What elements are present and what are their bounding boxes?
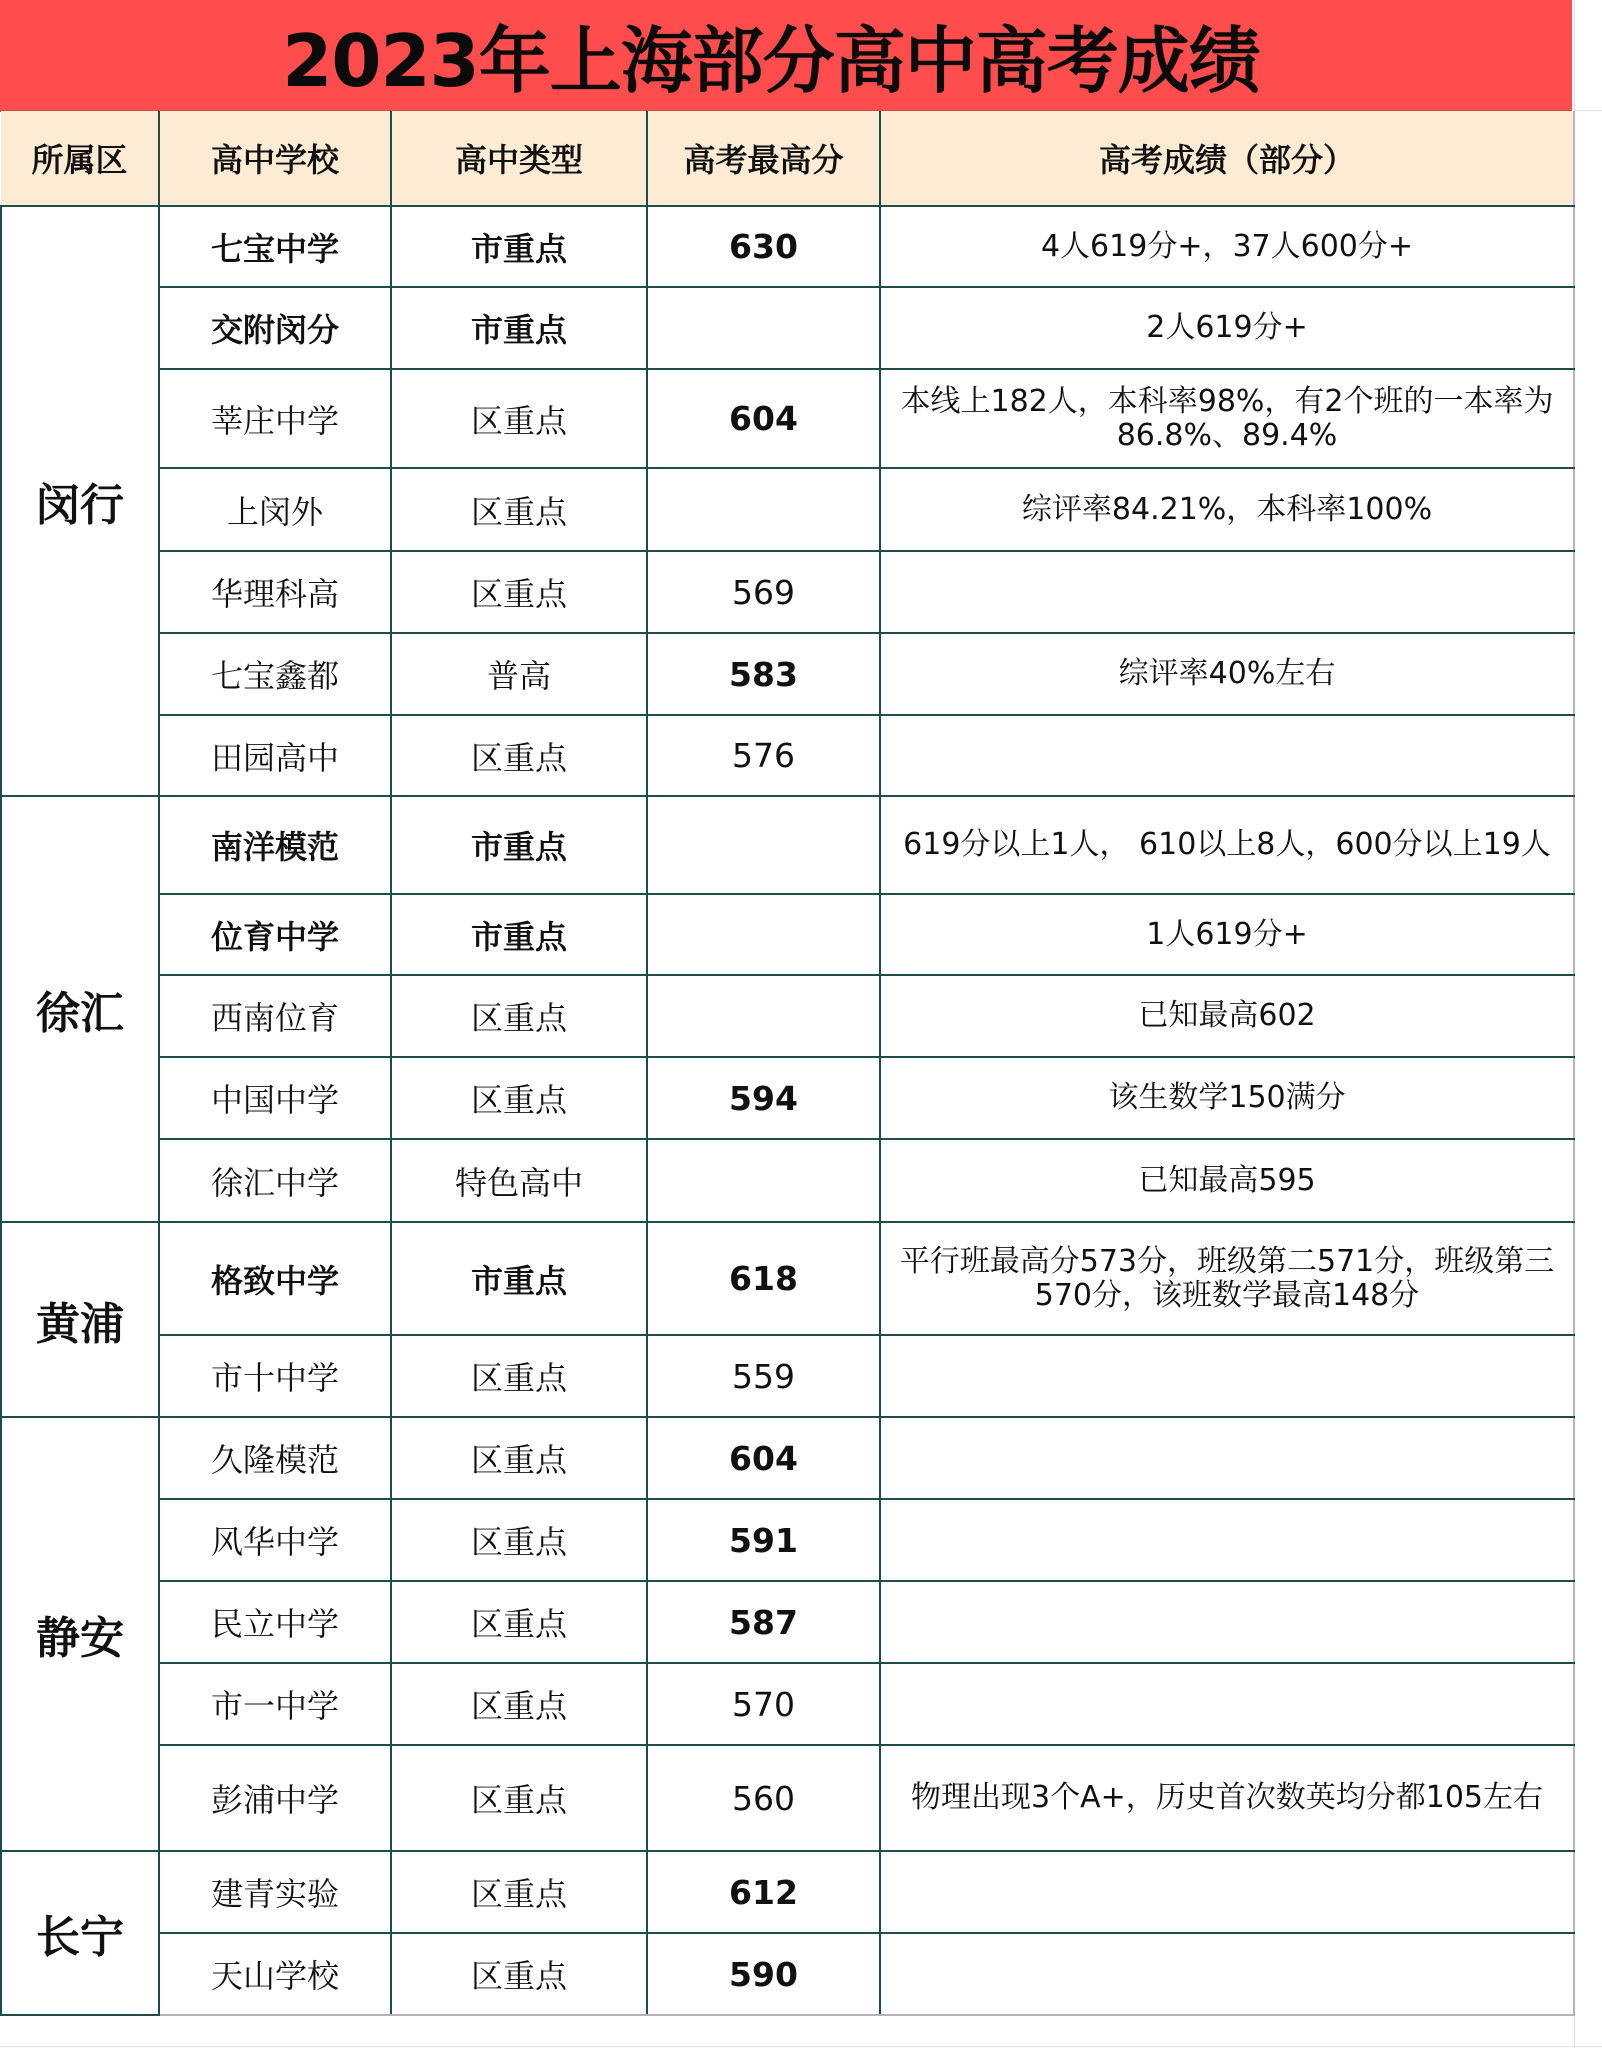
- school-cell: 市一中学: [159, 1663, 391, 1745]
- table-row: [1, 551, 1574, 633]
- results-note-cell: [880, 715, 1574, 796]
- table-row: [1, 1851, 1574, 1933]
- max-score-cell: 576: [647, 715, 880, 796]
- school-cell: 田园高中: [159, 715, 391, 796]
- school-cell: 位育中学: [159, 894, 391, 975]
- max-score-cell: 559: [647, 1335, 880, 1417]
- school-cell: 七宝鑫都: [159, 633, 391, 715]
- district-cell: 黄浦: [1, 1222, 159, 1417]
- results-note-cell: 综评率40%左右: [880, 633, 1574, 715]
- header-school: 高中学校: [159, 111, 391, 206]
- school-cell: 上闵外: [159, 468, 391, 551]
- max-score-cell: 587: [647, 1581, 880, 1663]
- margin-gridline: [1574, 110, 1602, 111]
- max-score-cell: 630: [647, 206, 880, 287]
- max-score-cell: 569: [647, 551, 880, 633]
- school-cell: 徐汇中学: [159, 1139, 391, 1222]
- type-cell: 区重点: [391, 1499, 647, 1581]
- table-row: [1, 633, 1574, 715]
- type-cell: 区重点: [391, 975, 647, 1057]
- type-cell: 普高: [391, 633, 647, 715]
- type-cell: 市重点: [391, 287, 647, 369]
- table-row: [1, 206, 1574, 287]
- results-note-cell: [880, 551, 1574, 633]
- max-score-cell: 560: [647, 1745, 880, 1851]
- table-row: [1, 1663, 1574, 1745]
- type-cell: 区重点: [391, 1581, 647, 1663]
- type-cell: 区重点: [391, 468, 647, 551]
- scores-table: [0, 111, 1575, 2016]
- type-cell: 市重点: [391, 796, 647, 894]
- max-score-cell: 583: [647, 633, 880, 715]
- type-cell: 区重点: [391, 1335, 647, 1417]
- results-note-cell: [880, 1851, 1574, 1933]
- table-row: [1, 468, 1574, 551]
- type-cell: 区重点: [391, 1417, 647, 1499]
- table-row: [1, 1335, 1574, 1417]
- school-cell: 格致中学: [159, 1222, 391, 1335]
- max-score-cell: 618: [647, 1222, 880, 1335]
- school-cell: 中国中学: [159, 1057, 391, 1139]
- max-score-cell: [647, 1139, 880, 1222]
- table-row: [1, 1417, 1574, 1499]
- table-row: [1, 894, 1574, 975]
- type-cell: 区重点: [391, 1851, 647, 1933]
- table-row: [1, 1581, 1574, 1663]
- max-score-cell: 604: [647, 369, 880, 468]
- table-row: [1, 975, 1574, 1057]
- district-cell: 静安: [1, 1417, 159, 1851]
- max-score-cell: 604: [647, 1417, 880, 1499]
- table-row: [1, 369, 1574, 468]
- school-cell: 天山学校: [159, 1933, 391, 2015]
- results-note-cell: 619分以上1人， 610以上8人，600分以上19人: [880, 796, 1574, 894]
- results-note-cell: 综评率84.21%，本科率100%: [880, 468, 1574, 551]
- results-note-cell: [880, 1335, 1574, 1417]
- max-score-cell: [647, 468, 880, 551]
- type-cell: 市重点: [391, 894, 647, 975]
- max-score-cell: 590: [647, 1933, 880, 2015]
- type-cell: 市重点: [391, 1222, 647, 1335]
- max-score-cell: 594: [647, 1057, 880, 1139]
- table-row: [1, 1745, 1574, 1851]
- header-results: 高考成绩（部分）: [880, 111, 1574, 206]
- type-cell: 区重点: [391, 1933, 647, 2015]
- max-score-cell: 612: [647, 1851, 880, 1933]
- district-cell: 闵行: [1, 206, 159, 796]
- table-row: [1, 1057, 1574, 1139]
- school-cell: 建青实验: [159, 1851, 391, 1933]
- header-district: 所属区: [1, 111, 159, 206]
- type-cell: 区重点: [391, 715, 647, 796]
- results-note-cell: 已知最高602: [880, 975, 1574, 1057]
- type-cell: 市重点: [391, 206, 647, 287]
- type-cell: 区重点: [391, 369, 647, 468]
- results-note-cell: [880, 1581, 1574, 1663]
- results-note-cell: 1人619分+: [880, 894, 1574, 975]
- school-cell: 彭浦中学: [159, 1745, 391, 1851]
- page-title: 2023年上海部分高中高考成绩: [282, 19, 1260, 103]
- type-cell: 区重点: [391, 1057, 647, 1139]
- header-max-score: 高考最高分: [647, 111, 880, 206]
- results-note-cell: 本线上182人，本科率98%，有2个班的一本率为86.8%、89.4%: [880, 369, 1574, 468]
- table-row: [1, 796, 1574, 894]
- district-cell: 长宁: [1, 1851, 159, 2015]
- table-row: [1, 1222, 1574, 1335]
- school-cell: 南洋模范: [159, 796, 391, 894]
- max-score-cell: [647, 796, 880, 894]
- table-row: [1, 1499, 1574, 1581]
- results-note-cell: [880, 1933, 1574, 2015]
- type-cell: 区重点: [391, 551, 647, 633]
- school-cell: 久隆模范: [159, 1417, 391, 1499]
- results-note-cell: [880, 1499, 1574, 1581]
- max-score-cell: [647, 975, 880, 1057]
- school-cell: 市十中学: [159, 1335, 391, 1417]
- table-row: [1, 715, 1574, 796]
- max-score-cell: 570: [647, 1663, 880, 1745]
- results-note-cell: [880, 1417, 1574, 1499]
- school-cell: 风华中学: [159, 1499, 391, 1581]
- school-cell: 华理科高: [159, 551, 391, 633]
- results-note-cell: 平行班最高分573分，班级第二571分，班级第三570分，该班数学最高148分: [880, 1222, 1574, 1335]
- table-row: [1, 1933, 1574, 2015]
- results-note-cell: [880, 1663, 1574, 1745]
- school-cell: 交附闵分: [159, 287, 391, 369]
- max-score-cell: 591: [647, 1499, 880, 1581]
- header-type: 高中类型: [391, 111, 647, 206]
- type-cell: 区重点: [391, 1663, 647, 1745]
- header-row: [1, 111, 1574, 206]
- results-note-cell: 该生数学150满分: [880, 1057, 1574, 1139]
- results-note-cell: 2人619分+: [880, 287, 1574, 369]
- school-cell: 西南位育: [159, 975, 391, 1057]
- title-banner: [0, 0, 1572, 112]
- table-row: [1, 287, 1574, 369]
- results-note-cell: 已知最高595: [880, 1139, 1574, 1222]
- type-cell: 特色高中: [391, 1139, 647, 1222]
- results-note-cell: 4人619分+，37人600分+: [880, 206, 1574, 287]
- school-cell: 民立中学: [159, 1581, 391, 1663]
- margin-gridline: [0, 2046, 1602, 2047]
- table-row: [1, 1139, 1574, 1222]
- school-cell: 七宝中学: [159, 206, 391, 287]
- results-note-cell: 物理出现3个A+，历史首次数英均分都105左右: [880, 1745, 1574, 1851]
- school-cell: 莘庄中学: [159, 369, 391, 468]
- max-score-cell: [647, 287, 880, 369]
- type-cell: 区重点: [391, 1745, 647, 1851]
- table-body: [1, 206, 1574, 2015]
- max-score-cell: [647, 894, 880, 975]
- district-cell: 徐汇: [1, 796, 159, 1222]
